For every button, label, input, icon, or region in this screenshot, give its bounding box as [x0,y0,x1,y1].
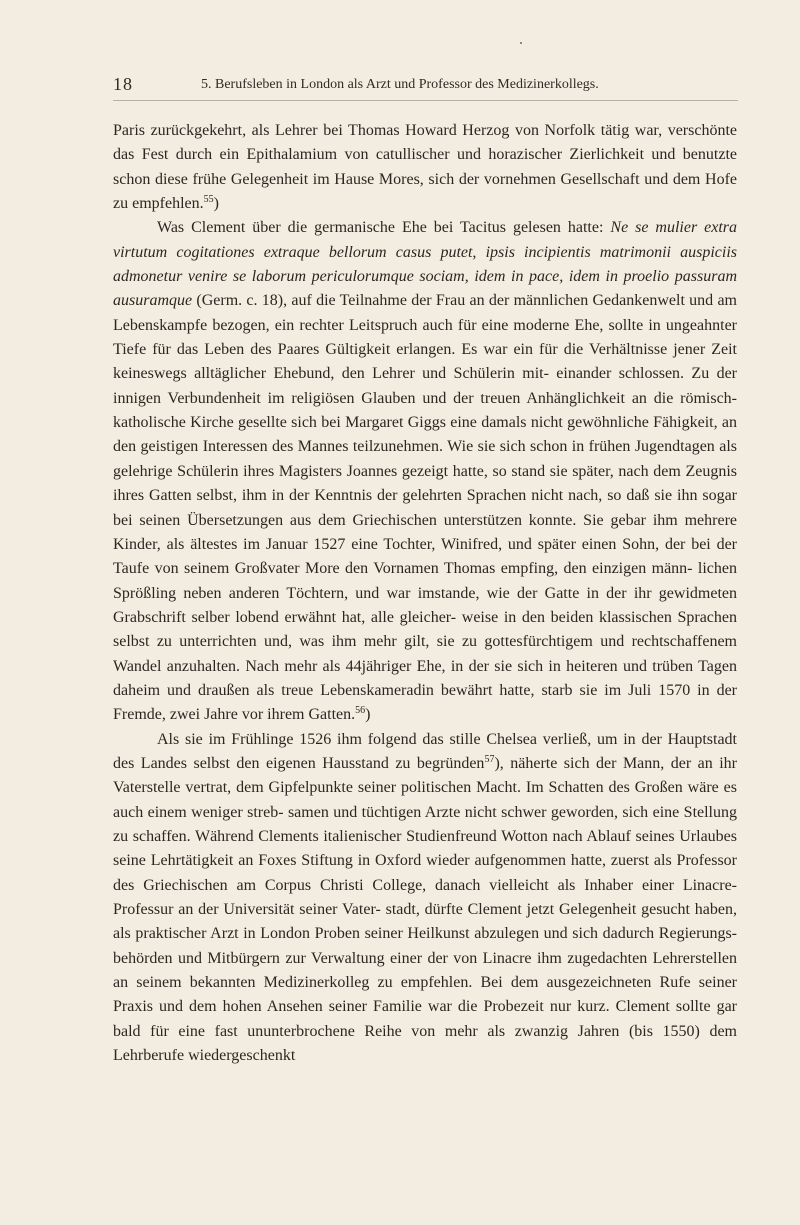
latin-quotation: Ne se mulier extra virtutum cogitationes extraque bellorum casus putet, ipsis incipientis matrimonii auspiciis admonetur venire se laborum periculorumque sociam, idem in pace, idem in proelio passuram ausuramque [113,219,738,310]
text-run: Paris zurückgekehrt, als Lehrer bei Thomas Howard Herzog von Norfolk tätig war, verschönte das Fest durch ein Epithalamium von catullischer und horazischer Zierlichkeit und benutzte schon diese frühe Gelegenheit im Hause Mores, sich der vornehmen Gesellschaft und dem Hofe zu empfehlen. [113,122,737,213]
page-header [113,74,738,98]
running-title: 5. Berufsleben in London als Arzt und Professor des Medizinerkollegs. [201,77,599,92]
paper-speck [520,42,522,44]
paragraph [113,728,737,1069]
text-run: ), näherte sich der Mann, der an ihr Vaterstelle vertrat, dem Gipfelpunkte seiner politischen Macht. Im Schatten des Großen wäre es auch einem weniger streb- samen und tüchtigen Arzte nicht schwer geworden, sich eine Stellung zu schaffen. Während Clements italienischer Studienfreund Wotton nach Ablauf seines Urlaubes seine Lehrtätigkeit an Foxes Stiftung in Oxford wieder aufgenommen hatte, zuerst als Professor des Griechischen am Corpus Christi College, danach vielleicht als Inhaber einer Linacre-Professur an der Universität seiner Vater- stadt, dürfte Clement jetzt Gelegenheit gesucht haben, als praktischer Arzt in London Proben seiner Heilkunst abzulegen und sich dadurch Regierungs- behörden und Mitbürgern zur Verwaltung einer der von Linacre ihm zugedachten Lehrerstellen an seinem bekannten Medizinerkolleg zu empfehlen. Bei dem ausgezeichneten Rufe seiner Praxis und dem hohen Ansehen seiner Familie war die Probezeit nur kurz. Clement sollte gar bald für eine fast ununterbrochene Reihe von mehr als zwanzig Jahren (bis 1550) dem Lehrberufe wiedergeschenkt [113,754,737,1065]
paragraph [113,119,737,216]
footnote-ref: 57 [484,753,495,765]
footnote-ref: 55 [203,194,214,206]
text-run: ) [213,195,219,213]
page-number: 18 [113,74,133,94]
body-text [113,119,737,1068]
header-rule [113,100,738,101]
text-run: Als sie im Frühlinge 1526 ihm folgend das stille Chelsea verließ, um in der Hauptstadt des Landes selbst den eigenen Hausstand zu begründen [113,730,737,772]
paragraph [113,216,737,727]
text-run: Was Clement über die germanische Ehe bei Tacitus gelesen hatte: [157,219,611,237]
text-run: ) [365,706,371,724]
footnote-ref: 56 [355,705,366,717]
text-run: (Germ. c. 18), auf die Teilnahme der Frau an der männlichen Gedankenwelt und am Lebenskampfe bezogen, ein rechter Leitspruch auch für eine moderne Ehe, sollte in ungeahnter Tiefe für das Leben des Paares Gültigkeit erlangen. Es war ein für die Verhältnisse jener Zeit keineswegs alltäglicher Ehebund, den Lehrer und Schülerin mit- einander schlossen. Zu der innigen Verbundenheit im religiösen Glauben und der treuen Anhänglichkeit an die römisch-katholische Kirche gesellte sich bei Margaret Giggs eine damals nicht gewöhnliche Fähigkeit, an den geistigen Interessen des Mannes teilzunehmen. Wie sie sich schon in frühen Jugendtagen als gelehrige Schülerin ihres Magisters Joannes gezeigt hatte, so stand sie später, nach dem Zeugnis ihres Gatten selbst, ihm in der Kenntnis der gelehrten Sprachen nicht nach, so daß sie ihn sogar bei seinen Übersetzungen aus dem Griechischen unterstützen konnte. Sie gebar ihm mehrere Kinder, als ältestes im Januar 1527 eine Tochter, Winifred, und später einen Sohn, der bei der Taufe von seinem Großvater More den Vornamen Thomas empfing, den einzigen männ- lichen Sprößling neben anderen Töchtern, und war imstande, wie der Gatte in der ihr gewidmeten Grabschrift selber lobend erwähnt hat, alle gleicher- weise in den beiden klassischen Sprachen selbst zu unterrichten und, was ihm mehr gilt, sie zu gottesfürchtigem und rechtschaffenem Wandel anzuhalten. Nach mehr als 44jähriger Ehe, in der sie sich in heiteren und trüben Tagen daheim und draußen als treue Lebenskameradin bewährt hatte, starb sie im Juli 1570 in der Fremde, zwei Jahre vor ihrem Gatten. [113,292,737,724]
